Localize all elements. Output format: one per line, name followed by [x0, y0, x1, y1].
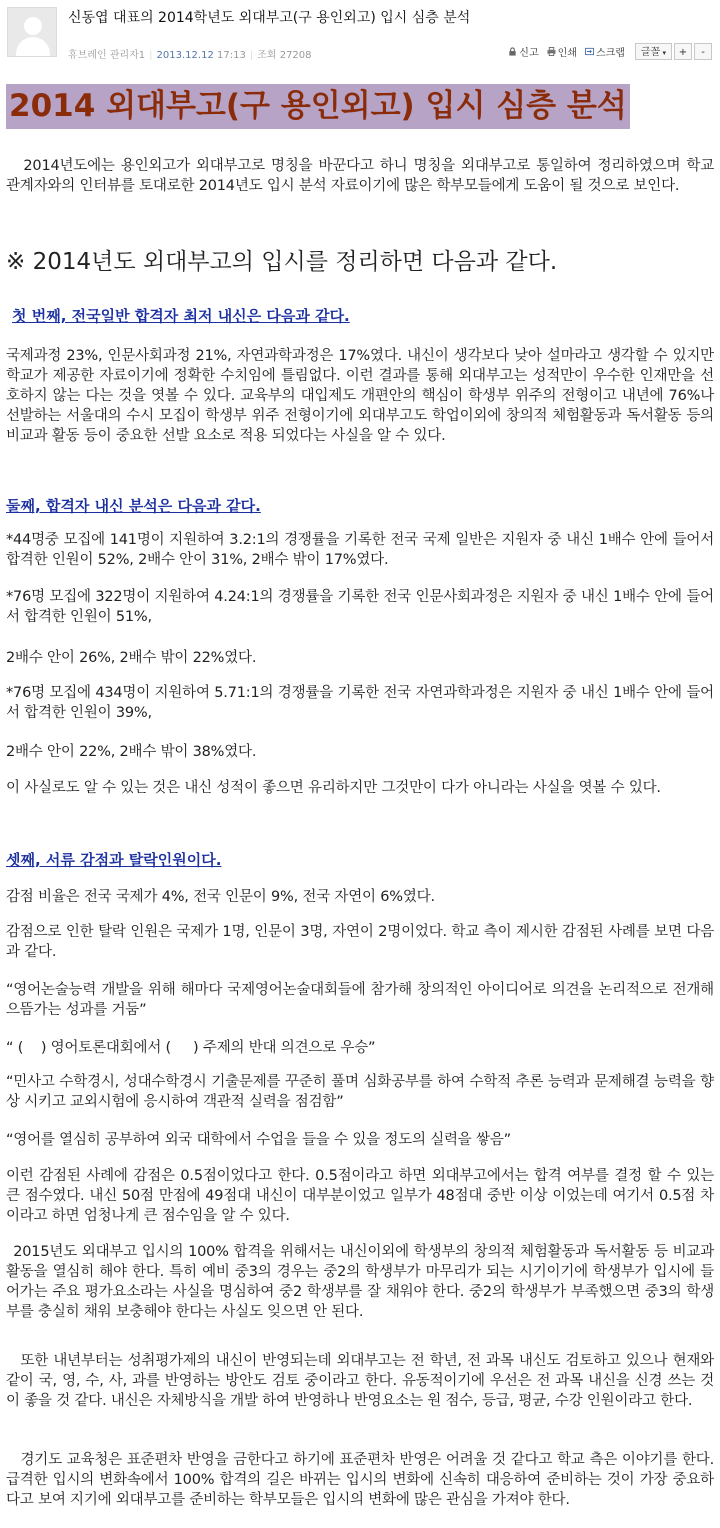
post-meta	[68, 46, 312, 61]
font-button[interactable]	[635, 43, 672, 60]
report-button[interactable]	[508, 44, 538, 59]
caret-down-icon: ▾	[660, 49, 666, 57]
section3-paragraph-2: 감점으로 인한 탈락 인원은 국제가 1명, 인문이 3명, 자연이 2명이었다. 학교 측이 제시한 감점된 사례를 보면 다음과 같다.	[6, 924, 714, 960]
scrap-icon	[585, 47, 594, 56]
section1-paragraph: 국제과정 23%, 인문사회과정 21%, 자연과학과정은 17%였다. 내신이 생각보다 낮아 설마라고 생각할 수 있지만 학교가 제공한 자료이기에 정확한 수치임에 틀림없다. 이런 결과를 통해 외대부고는 성적만이 우수한 인재만을 선호하지 않는 다는 것을 엿볼 수 있다. 교육부의 대입제도 개편안의 핵심이 학생부 위주의 전형이고 내년에 76%나 선발하는 서울대의 수시 모집이 학생부 위주 전형이기에 외대부고도 학업이외에 창의적 체험활동과 독서활동 등의 비교과 활동 등이 중요한 선발 요소로 적용 되었다는 사실을 알 수 있다.	[6, 348, 714, 444]
meta-divider: |	[149, 50, 153, 61]
closing-paragraph: 경기도 교육청은 표준편차 반영을 금한다고 하기에 표준편차 반영은 어려울 것 같다고 학교 측은 이야기를 한다. 급격한 입시의 변화속에서 100% 합격의 길은 바뀌는 입시의 변화에 신속히 대응하여 준비하는 것이 가장 중요하다고 보여 지기에 외대부고를 준비하는 학부모들은 입시의 변화에 많은 관심을 가져야 한다.	[6, 1452, 714, 1508]
print-button[interactable]	[547, 44, 577, 59]
section2-paragraph-1: *44명중 모집에 141명이 지원하여 3.2:1의 경쟁률을 기록한 전국 국제 일반은 지원자 중 내신 1배수 안에 들어서 합격한 인원이 52%, 2배수 안이 31%, 2배수 밖이 17%였다.	[6, 532, 714, 568]
section2-paragraph-3: 2배수 안이 26%, 2배수 밖이 22%였다.	[6, 650, 257, 666]
section3-paragraph-1: 감점 비율은 전국 국제가 4%, 전국 인문이 9%, 전국 자연이 6%였다.	[6, 889, 435, 905]
post-date: 2013.12.12	[156, 50, 214, 61]
meta-divider: |	[249, 50, 254, 61]
font-increase-button[interactable]: +	[674, 43, 692, 60]
section1-heading: 첫 번째, 전국일반 합격자 최저 내신은 다음과 같다.	[12, 307, 350, 325]
section3-paragraph-3: 이런 감점된 사례에 감점은 0.5점이었다고 한다. 0.5점이라고 하면 외대부고에서는 합격 여부를 결정 할 수 있는 큰 점수였다. 내신 50점 만점에 49점대 내신이 대부분이었고 일부가 48점대 중반 이상 이었는데 여기서 0.5점 차이라고 하면 엄청나게 큰 점수임을 알 수 있다.	[6, 1168, 714, 1224]
scrap-label: 스크랩	[595, 48, 625, 59]
case-quote-2: “ ( ) 영어토론대회에서 ( ) 주제의 반대 의견으로 우승”	[6, 1040, 376, 1056]
advice-paragraph-2015: 2015년도 외대부고 입시의 100% 합격을 위해서는 내신이외에 학생부의 창의적 체험활동과 독서활동 등 비교과 활동을 열심히 해야 한다. 특히 예비 중3의 경우는 중2의 학생부가 마무리가 되는 시기이기에 학생부가 입시에 들어가는 주요 평가요소라는 사실을 명심하여 중2 학생부를 잘 채워야 한다. 중2의 학생부가 부족했으면 중3의 학생부를 충실히 채워 보충해야 한다는 사실도 잊으면 안 된다.	[6, 1244, 714, 1320]
intro-text: 2014년도에는 용인외고가 외대부고로 명칭을 바꾼다고 하니 명칭을 외대부고로 통일하여 정리하였으며 학교 관계자와의 인터뷰를 토대로한 2014년도 입시 분석 자료이기에 많은 학부모들에게 도움이 될 것으로 보인다.	[6, 158, 714, 194]
section2-paragraph-5: 2배수 안이 22%, 2배수 밖이 38%였다.	[6, 744, 257, 760]
author-name[interactable]: 휴브레인 관리자1	[68, 50, 146, 61]
section2-heading: 둘째, 합격자 내신 분석은 다음과 같다.	[6, 497, 261, 515]
report-label: 신고	[519, 48, 539, 59]
lock-icon	[508, 47, 517, 56]
advice-paragraph-grading: 또한 내년부터는 성취평가제의 내신이 반영되는데 외대부고는 전 학년, 전 과목 내신도 검토하고 있으나 현재와 같이 국, 영, 수, 사, 과를 반영하는 방안도 검토 중이라고 한다. 유동적이기에 우선은 전 과목 내신을 신경 쓰는 것이 좋을 것 같다. 내신은 자체방식을 개발 하여 반영하나 반영요소는 원 점수, 등급, 평균, 수강 인원이라고 한다.	[6, 1353, 714, 1409]
print-label: 인쇄	[557, 48, 577, 59]
section2-paragraph-4: *76명 모집에 434명이 지원하여 5.71:1의 경쟁률을 기록한 전국 자연과학과정은 지원자 중 내신 1배수 안에 들어서 합격한 인원이 39%,	[6, 685, 714, 721]
post-header	[0, 0, 720, 64]
case-quote-3: “민사고 수학경시, 성대수학경시 기출문제를 꾸준히 풀며 심화공부를 하여 수학적 추론 능력과 문제해결 능력을 향상 시키고 교외시험에 응시하여 객관적 실력을 점검함”	[6, 1074, 714, 1110]
case-quote-1: “영어논술능력 개발을 위해 해마다 국제영어논술대회들에 참가해 창의적인 아이디어로 의견을 논리적으로 전개해 으뜸가는 성과를 거둠”	[6, 982, 714, 1018]
summary-heading: ※ 2014년도 외대부고의 입시를 정리하면 다음과 같다.	[6, 249, 558, 275]
case-quote-4: “영어를 열심히 공부하여 외국 대학에서 수업을 들을 수 있을 정도의 실력을 쌓음”	[6, 1132, 511, 1148]
post-actions	[508, 43, 712, 60]
post-title: 신동엽 대표의 2014학년도 외대부고(구 용인외고) 입시 심층 분석	[68, 10, 471, 26]
printer-icon	[547, 47, 556, 56]
font-decrease-button[interactable]: -	[694, 43, 712, 60]
section2-paragraph-2: *76명 모집에 322명이 지원하여 4.24:1의 경쟁률을 기록한 전국 인문사회과정은 지원자 중 내신 1배수 안에 들어서 합격한 인원이 51%,	[6, 589, 714, 625]
avatar-head-shape	[24, 17, 42, 35]
font-label: 글꼴	[640, 47, 661, 58]
scrap-button[interactable]	[585, 44, 625, 59]
section3-heading: 셋째, 서류 감점과 탈락인원이다.	[6, 851, 222, 869]
intro-paragraph	[0, 156, 720, 196]
section2-paragraph-6: 이 사실로도 알 수 있는 것은 내신 성적이 좋으면 유리하지만 그것만이 다가 아니라는 사실을 엿볼 수 있다.	[6, 780, 661, 796]
article-banner-title: 2014 외대부고(구 용인외고) 입시 심층 분석	[6, 84, 630, 129]
view-count: 조회 27208	[257, 50, 312, 61]
avatar[interactable]	[7, 7, 57, 57]
avatar-shoulder-shape	[16, 37, 50, 57]
post-time: 17:13	[217, 50, 246, 61]
